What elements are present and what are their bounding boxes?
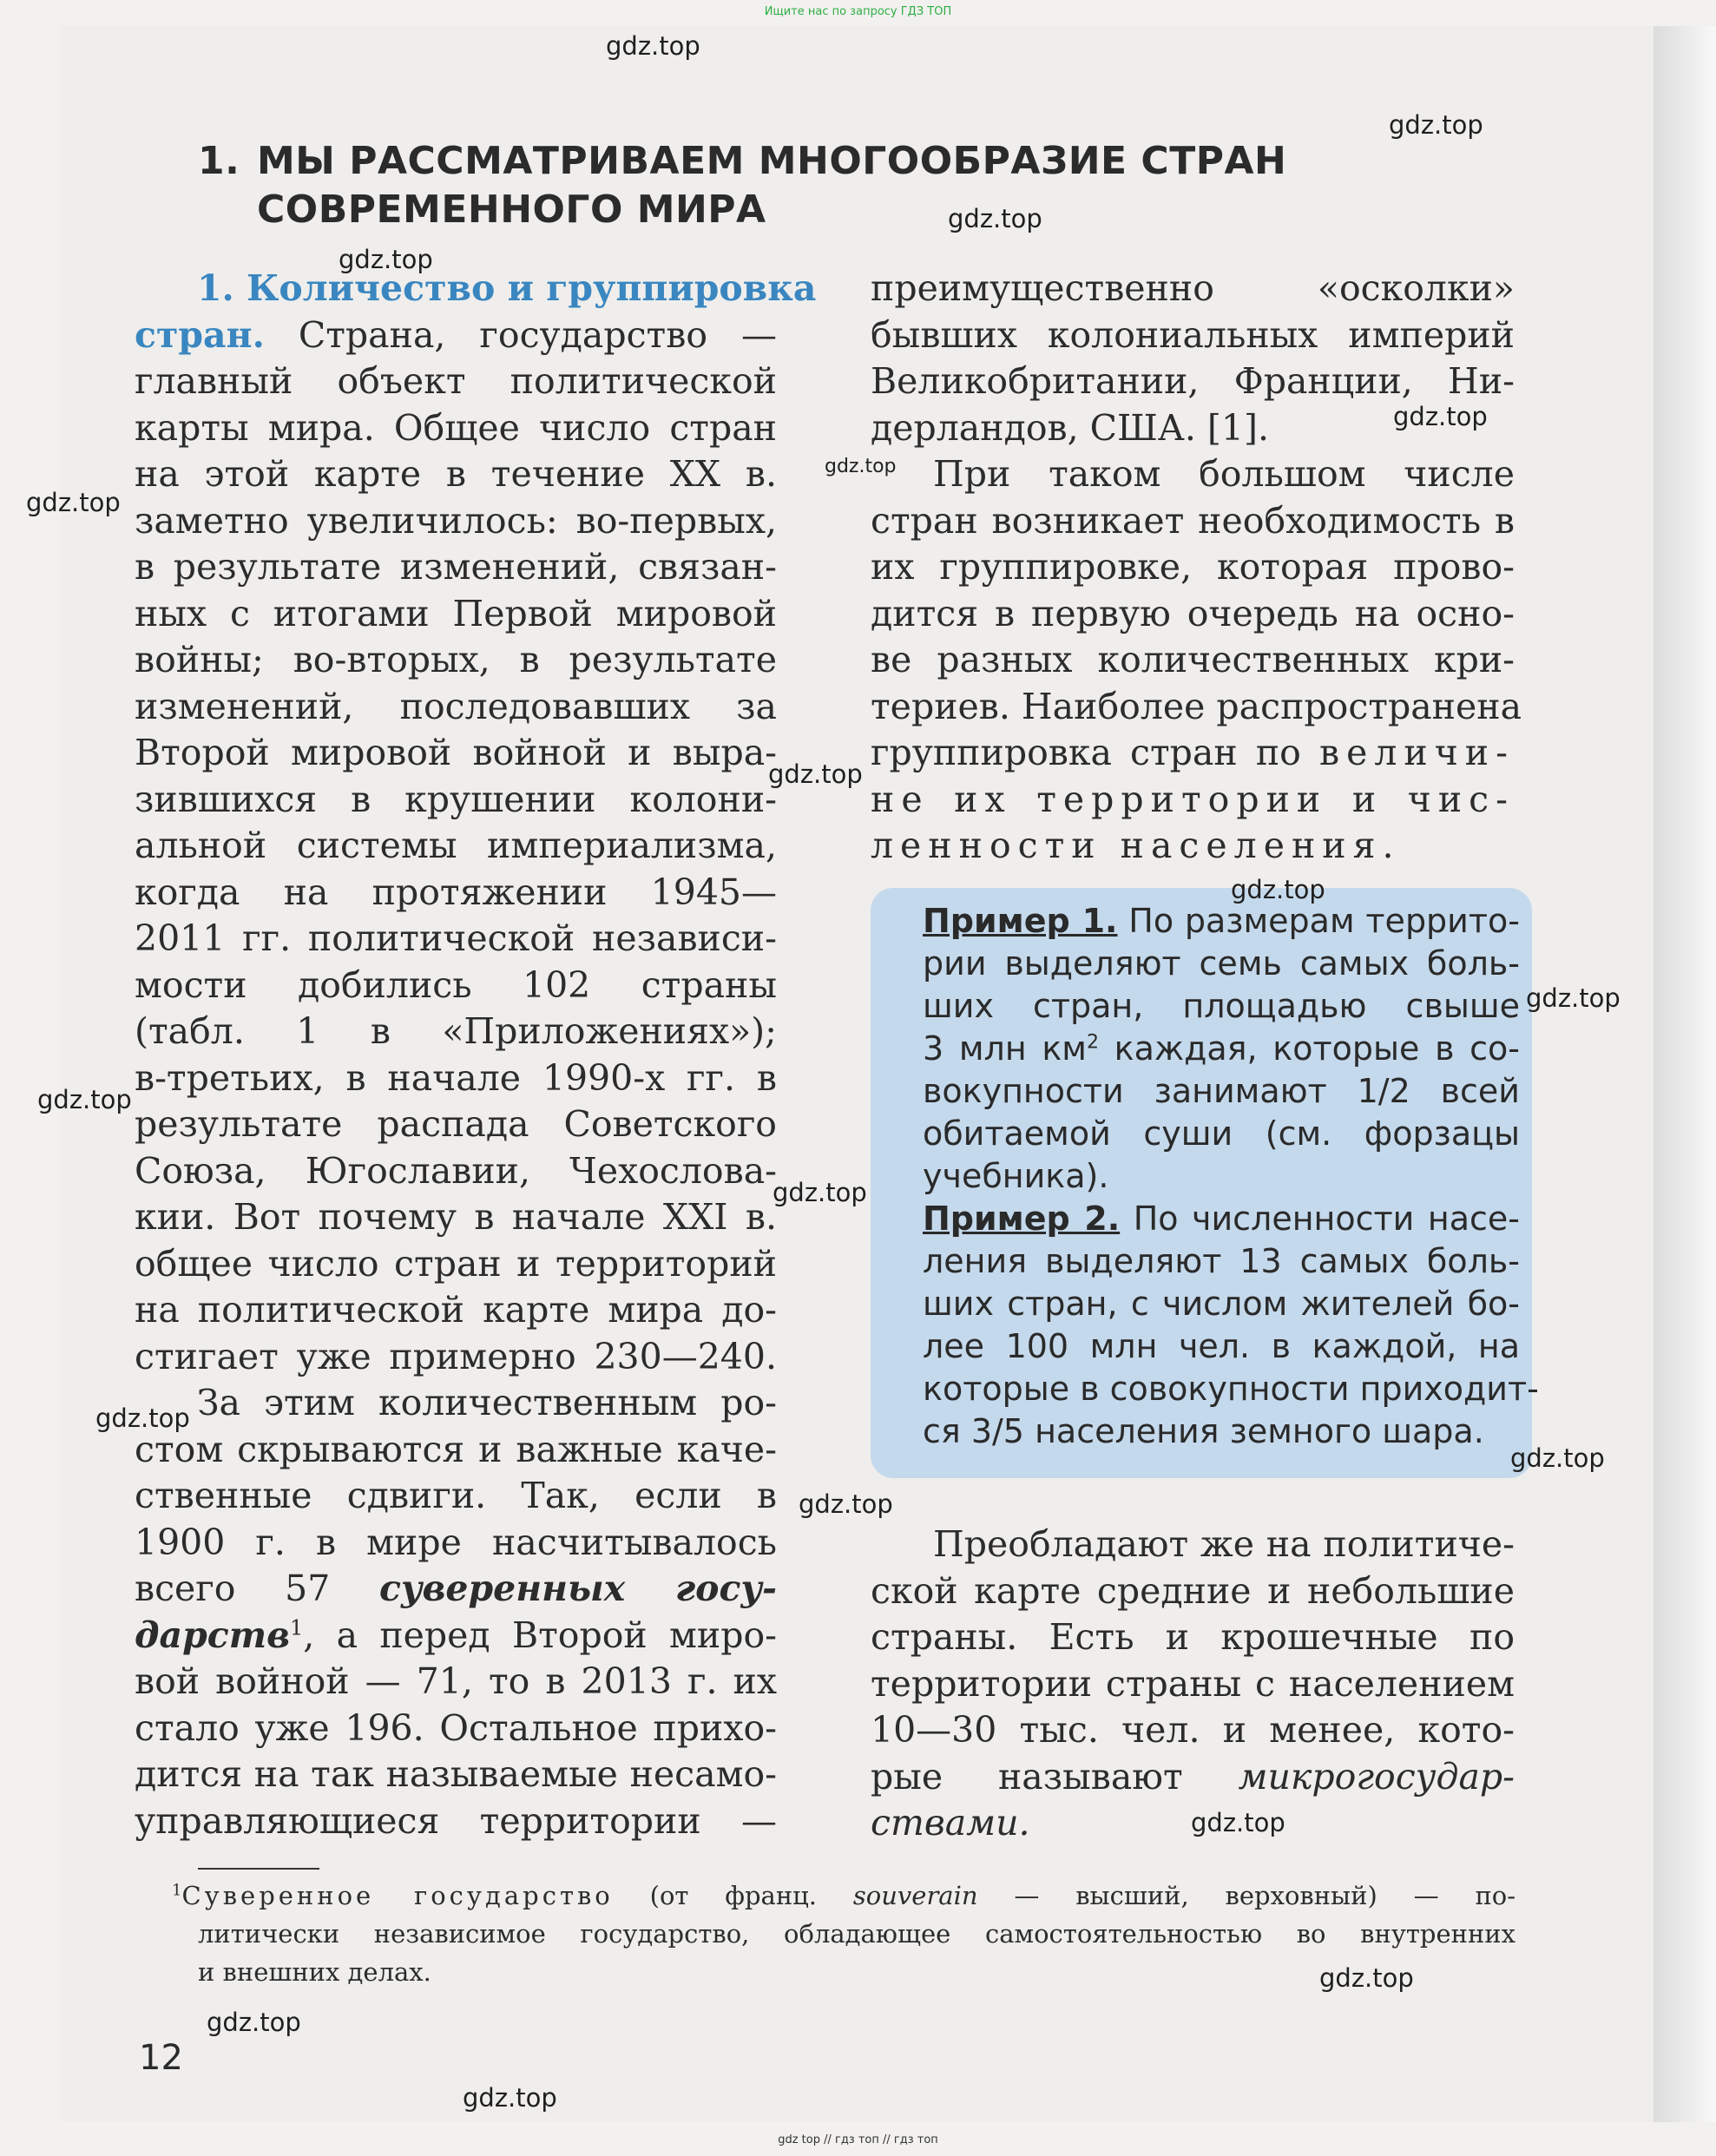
- section-number: 1.: [198, 139, 240, 183]
- watermark: gdz.top: [773, 1178, 867, 1207]
- text-line: войны; во-вторых, в результате: [135, 639, 777, 680]
- watermark: gdz.top: [339, 245, 433, 274]
- bottom-note: gdz top // гдз топ // гдз топ: [778, 2133, 938, 2146]
- text-line: 10—30 тыс. чел. и менее, кото-: [871, 1709, 1515, 1751]
- text-line: рые называют микрогосудар-: [871, 1755, 1515, 1798]
- text-line: их группировке, которая прово-: [871, 546, 1515, 588]
- footnote: [172, 1877, 1515, 1991]
- text-line: стигает уже примерно 230—240.: [135, 1335, 777, 1377]
- term-sovereign-states-end: дарств: [135, 1614, 291, 1656]
- watermark: gdz.top: [825, 456, 897, 477]
- page-edge-shadow: [1654, 26, 1716, 2122]
- text-line: территории страны с населением: [871, 1662, 1515, 1705]
- example-line: ших стран, с числом жителей бо-: [923, 1285, 1520, 1323]
- watermark: gdz.top: [799, 1489, 893, 1519]
- watermark: gdz.top: [1389, 110, 1483, 140]
- watermark: gdz.top: [1510, 1443, 1605, 1473]
- subsection-title-cont: стран.: [135, 313, 265, 356]
- example-line: учебника).: [923, 1157, 1109, 1195]
- text-line: управляющиеся территории —: [135, 1799, 777, 1842]
- text-line: ве разных количественных кри-: [871, 639, 1515, 680]
- text-line: кии. Вот почему в начале XXI в.: [135, 1196, 777, 1238]
- text-line: дерландов, США. [1].: [871, 406, 1270, 449]
- watermark: gdz.top: [948, 204, 1042, 233]
- text-line: (табл. 1 в «Приложениях»);: [135, 1010, 777, 1052]
- right-column: [871, 266, 1522, 870]
- text-line: преимущественно «осколки»: [871, 267, 1515, 309]
- watermark: gdz.top: [37, 1085, 132, 1114]
- text-line: ных с итогами Первой мировой: [135, 592, 777, 634]
- term-sovereign-states: суверенных госу-: [378, 1568, 777, 1609]
- text-line: дится в первую очередь на осно-: [871, 592, 1515, 634]
- watermark: gdz.top: [463, 2083, 557, 2113]
- text-line: изменений, последовавших за: [135, 685, 777, 727]
- watermark: gdz.top: [768, 759, 863, 789]
- watermark: gdz.top: [1526, 983, 1621, 1013]
- text-line: главный объект политической: [135, 360, 777, 402]
- example-1-label: Пример 1.: [923, 902, 1118, 940]
- right-column-lower: [871, 1522, 1515, 1847]
- text-line: заметно увеличилось: во-первых,: [135, 499, 777, 542]
- top-note: Ищите нас по запросу ГДЗ ТОП: [764, 5, 952, 18]
- watermark: gdz.top: [1393, 402, 1488, 431]
- text-line: мости добились 102 страны: [135, 963, 777, 1006]
- text-line: дится на так называемые несамо-: [135, 1753, 777, 1795]
- example-line: Пример 2. По численности насе-: [923, 1200, 1520, 1238]
- footnote-line: и внешних делах.: [198, 1957, 431, 1987]
- watermark: gdz.top: [26, 488, 121, 517]
- text-line: При таком большом числе: [933, 453, 1515, 495]
- example-line: 3 млн $км^2$ каждая, которые в со-: [923, 1029, 1520, 1068]
- text-line: на политической карте мира до-: [135, 1289, 777, 1331]
- subsection-title: 1. Количество и группировка: [197, 267, 817, 309]
- term-microstates-end: ствами.: [871, 1802, 1030, 1844]
- section-heading: [198, 137, 1326, 234]
- footnote-line: литически независимое государство, обладающее самостоятельностью во внутренних: [198, 1919, 1515, 1949]
- text-line: стран возникает необходимость в: [871, 499, 1515, 542]
- text-line: страны. Есть и крошечные по: [871, 1616, 1515, 1658]
- page-number: 12: [139, 2038, 183, 2078]
- text-line: ской карте средние и небольшие: [871, 1569, 1515, 1612]
- text-line: общее число стран и территорий: [135, 1242, 777, 1285]
- text-line: Второй мировой войной и выра-: [135, 732, 777, 773]
- example-line: Пример 1. По размерам террито-: [923, 902, 1520, 940]
- example-line: ших стран, площадью свыше: [923, 987, 1520, 1025]
- text-line: стом скрываются и важные каче-: [135, 1428, 777, 1470]
- example-line: вокупности занимают 1/2 всей: [923, 1072, 1520, 1110]
- text-line: ленности населения.: [871, 825, 1401, 866]
- text-line: [135, 266, 817, 312]
- text-line: результате распада Советского: [135, 1103, 777, 1145]
- text-line: ственные сдвиги. Так, если в: [135, 1475, 777, 1516]
- section-heading-line2: СОВРЕМЕННОГО МИРА: [257, 187, 766, 232]
- watermark: gdz.top: [1191, 1808, 1285, 1837]
- text-line: 2011 гг. политической независи-: [135, 917, 777, 959]
- watermark: gdz.top: [207, 2008, 301, 2037]
- text-line: в-третьих, в начале 1990-х гг. в: [135, 1056, 777, 1099]
- example-line: ся 3/5 населения земного шара.: [923, 1412, 1484, 1450]
- watermark: gdz.top: [1319, 1963, 1414, 1993]
- text-line: За этим количественным ро-: [197, 1382, 777, 1423]
- watermark: gdz.top: [1231, 875, 1325, 904]
- text-line: в результате изменений, связан-: [135, 546, 777, 588]
- text-line: группировка стран по величи-: [871, 732, 1515, 773]
- text-line: Союза, Югославии, Чехослова-: [135, 1149, 777, 1192]
- example-2-label: Пример 2.: [923, 1200, 1121, 1238]
- text-line: карты мира. Общее число стран: [135, 406, 777, 449]
- example-box-text: [923, 900, 1539, 1453]
- text-line: 1900 г. в мире насчитывалось: [135, 1521, 777, 1563]
- text-line: териев. Наиболее распространена: [871, 685, 1522, 727]
- footnote-line: $^1$Суверенное государство (от франц. souverain — высший, верховный) — по-: [172, 1881, 1516, 1910]
- footnote-marker: 1: [290, 1614, 304, 1640]
- text-line: альной системы империализма,: [135, 825, 777, 866]
- footnote-term: Суверенное государство: [181, 1881, 614, 1910]
- watermark: gdz.top: [95, 1403, 190, 1433]
- text-line: стран. Страна, государство —: [135, 313, 777, 356]
- text-line: дарств$^1$, а перед Второй миро-: [135, 1614, 777, 1656]
- example-line: лее 100 млн чел. в каждой, на: [923, 1327, 1520, 1365]
- text-line: бывших колониальных империй: [871, 313, 1515, 356]
- text-line: на этой карте в течение XX в.: [135, 453, 777, 495]
- footnote-divider: [198, 1868, 319, 1870]
- text-line: вой войной — 71, то в 2013 г. их: [135, 1660, 777, 1702]
- text-line: всего 57 суверенных госу-: [135, 1568, 777, 1609]
- example-line: которые в совокупности приходит-: [923, 1370, 1539, 1408]
- text-line: Преобладают же на политиче-: [933, 1523, 1515, 1565]
- text-line: Великобритании, Франции, Ни-: [871, 360, 1515, 402]
- term-microstates: микрогосудар-: [1238, 1755, 1515, 1798]
- section-heading-line1: МЫ РАССМАТРИВАЕМ МНОГООБРАЗИЕ СТРАН: [257, 139, 1287, 183]
- example-line: рии выделяют семь самых боль-: [923, 944, 1520, 983]
- example-line: ления выделяют 13 самых боль-: [923, 1242, 1520, 1280]
- text-line: стало уже 196. Остальное прихо-: [135, 1706, 777, 1749]
- text-line: зившихся в крушении колони-: [135, 778, 777, 820]
- text-line: не их территории и чис-: [871, 778, 1515, 820]
- text-line: когда на протяжении 1945—: [135, 871, 777, 913]
- example-line: обитаемой суши (см. форзацы: [923, 1114, 1520, 1153]
- watermark: gdz.top: [606, 31, 700, 61]
